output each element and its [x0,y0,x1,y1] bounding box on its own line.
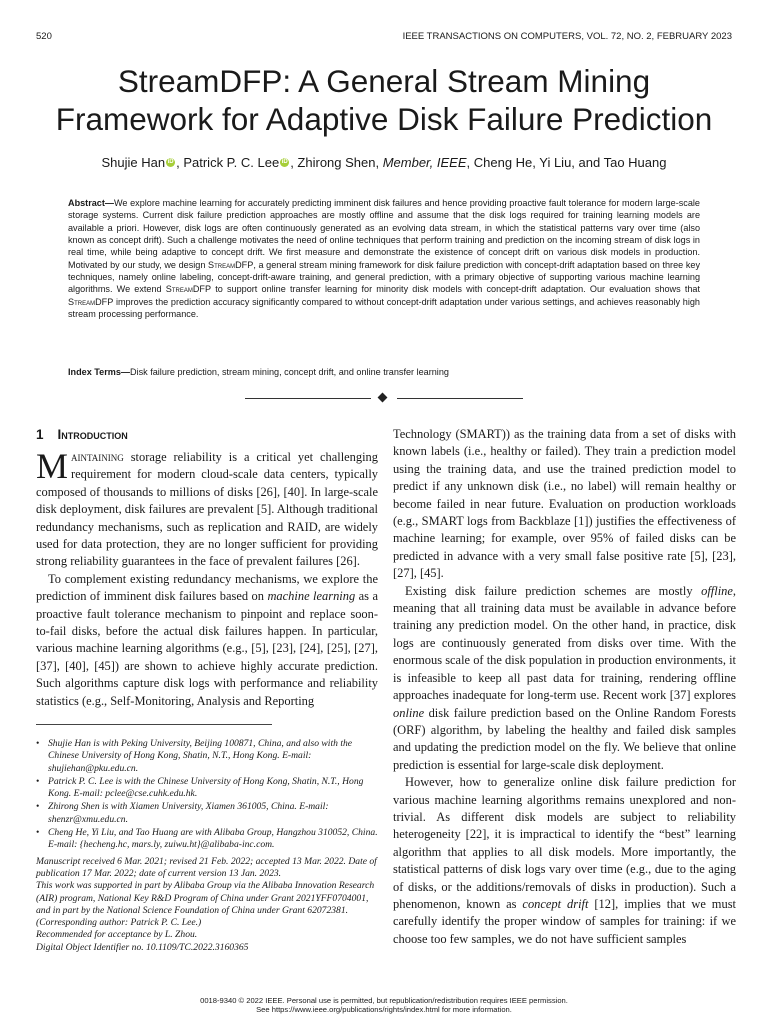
left-column [36,426,378,710]
author-membership: Member, IEEE [382,155,467,170]
abstract-label: Abstract [68,198,105,208]
title-line-2: Framework for Adaptive Disk Failure Prediction [55,101,713,137]
paragraph: Existing disk failure prediction schemes are mostly offline, meaning that all training data must be available in advance before training any prediction model. On the other hand, in practice, disk logs are continuously generated from disks over time. With the enormous scale of the disk population in production environments, it is infeasible to keep all past data for training, rendering offline approaches inadequate for long-term use. Recent work [37] explores online disk failure prediction based on the Online Random Forests (ORF) algorithm, by labeling the healthy and failed disk samples and updating the prediction model on the fly. We believe that online prediction is essential for large-scale disk deployment. [393,583,736,772]
copyright-footer [36,996,732,1014]
system-name: StreamDFP [165,284,212,295]
title-line-1: StreamDFP: A General Stream Mining [117,63,651,99]
manuscript-dates: Manuscript received 6 Mar. 2021; revised 21 Feb. 2022; accepted 13 Mar. 2022. Date of publication 17 Mar. 2022; date of current version 13 Jan. 2023. [36,855,377,879]
paragraph: Technology (SMART)) as the training data from a set of disks with known labels (i.e., healthy or failed). They train a prediction model using the training data, and use the trained prediction model to predict if any unknown disk (i.e., no label) will remain healthy or become failed in near future. Evaluation on production workloads (e.g., SMART logs from Backblaze [1]) justifies the effectiveness of machine learning; for example, over 95% of failed disks can be predicted in advance with a very small false positive rate [5], [23], [27], [45]. [393,427,736,581]
author-3: , Zhirong Shen, [290,155,383,170]
index-terms-label: Index Terms [68,367,121,377]
section-number: 1 [36,427,44,442]
abstract: Abstract—We explore machine learning for accurately predicting imminent disk failures and hence providing proactive fault tolerance for modern large-scale storage systems. Current disk failure prediction approaches are mostly offline and assume that the disk logs required for training learning models are available a priori. However, disk logs are often continuously generated as an evolving data stream, in which the statistical patterns vary over time (also known as concept drift). Such a challenge motivates the need of online techniques that perform training and prediction on the incoming stream of disk logs in real time, while being adaptive to concept drift. We first measure and demonstrate the existence of concept drift on various disk models in production. Motivated by our study, we design StreamDFP, a general stream mining framework for disk failure prediction with concept-drift adaptation based on three key techniques, namely online labeling, concept-drift-aware training, and general prediction, with a primary objective of supporting various machine learning algorithms. We extend StreamDFP to support online transfer learning for minority disk models with concept-drift adaptation. Our evaluation shows that StreamDFP improves the prediction accuracy significantly compared to without concept-drift adaptation under various settings, and achieves reasonably high stream processing performance. [68,198,700,320]
author-2: , Patrick P. C. Lee [176,155,280,170]
index-terms-text: Disk failure prediction, stream mining, concept drift, and online transfer learning [130,367,449,377]
paragraph: Maintaining storage reliability is a critical yet challenging requirement for modern cloud-scale data centers, typically composed of thousands to millions of disks [26], [40]. In large-scale disk deployment, disk failures are prevalent [5]. Although traditional redundancy mechanisms, such as replication and RAID, are widely used for data protection, they are no longer sufficient for providing strong reliability guarantees in the face of prevalent failures [26]. [36,446,378,569]
section-divider [245,394,523,403]
paragraph: However, how to generalize online disk failure prediction for various machine learning algorithms remains unexplored and non-trivial. As different disk models are subject to reliability heterogeneity [22], it is impractical to identify the “best” learning algorithm that applies to all disk models. More importantly, the statistical patterns of disk logs vary over time (e.g., due to the aging of disks, or the additions/removals of disks in production). Such a phenomenon, known as concept drift [12], implies that we must carefully identify the proper window of samples for training: if we choose too few samples, we do not have sufficient samples [393,775,736,946]
author-1: Shujie Han [101,155,166,170]
journal-header: IEEE TRANSACTIONS ON COMPUTERS, VOL. 72, NO. 2, FEBRUARY 2023 [402,31,732,42]
author-rest: , Cheng He, Yi Liu, and Tao Huang [466,155,667,170]
recommended-by: Recommended for acceptance by L. Zhou. [36,929,198,941]
affiliation-item: • Zhirong Shen is with Xiamen University, Xiamen 361005, China. E-mail: shenzr@xmu.edu.cn. [36,801,378,826]
affiliation-item: • Shujie Han is with Peking University, Beijing 100871, China, and also with the Chinese University of Hong Kong, Shatin, N.T., Hong Kong. E-mail: shujiehan@pku.edu.cn. [36,738,378,775]
paper-title [30,62,738,138]
section-heading [36,426,378,444]
system-name: StreamDFP [208,259,254,270]
system-name: StreamDFP [68,296,114,307]
index-terms: Index Terms—Disk failure prediction, stream mining, concept drift, and online transfer learning [68,367,449,377]
orcid-icon[interactable]: iD [167,159,174,165]
copyright-line: 0018-9340 © 2022 IEEE. Personal use is permitted, but republication/redistribution requires IEEE permission. [200,996,568,1005]
footnotes [36,738,378,954]
orcid-icon[interactable]: iD [281,159,288,165]
funding-note: This work was supported in part by Alibaba Group via the Alibaba Innovation Research (AIR) program, National Key R&D Program of China under Grant 2021YFF0704001, and in part by the National Science Foundation of China under Grant 62072381. [36,880,375,916]
right-column [393,426,736,948]
corresponding-author: (Corresponding author: Patrick P. C. Lee.) [36,917,202,929]
section-title: Introduction [57,427,128,442]
affiliation-item: • Cheng He, Yi Liu, and Tao Huang are with Alibaba Group, Hangzhou 310052, China. E-mail: {hecheng.hc, mars.ly, zuiwu.ht}@alibaba-inc.com. [36,827,378,852]
dropcap: M [36,446,69,486]
affiliation-item: • Patrick P. C. Lee is with the Chinese University of Hong Kong, Shatin, N.T., Hong Kong. E-mail: pclee@cse.cuhk.edu.hk. [36,776,378,801]
page-number: 520 [36,31,52,42]
permissions-link[interactable]: See https://www.ieee.org/publications/rights/index.html for more information. [256,1005,512,1014]
footnote-rule [36,724,272,725]
author-list [30,155,738,170]
diamond-icon [378,393,388,403]
doi[interactable]: Digital Object Identifier no. 10.1109/TC.2022.3160365 [36,941,249,953]
affiliation-list [36,738,378,852]
paragraph: To complement existing redundancy mechanisms, we explore the prediction of imminent disk failures based on machine learning as a proactive fault tolerance mechanism to pinpoint and replace soon-to-fail disks, before the actual disk failures happen. In particular, various machine learning algorithms (e.g., [5], [23], [24], [25], [27], [37], [40], [45]) are shown to achieve highly accurate prediction. Such algorithms capture disk logs with performance and reliability statistics (e.g., Self-Monitoring, Analysis and Reporting [36,571,378,708]
